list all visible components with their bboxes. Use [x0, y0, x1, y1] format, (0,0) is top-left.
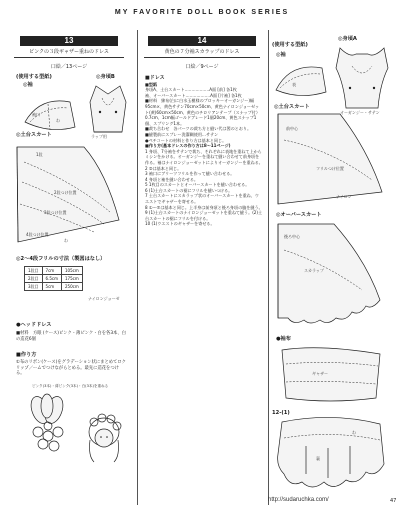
p13-frill-note: ナイロンジョーゼ: [88, 296, 120, 301]
p14-line: 袖、オーバースカート………………A面 [片袖] 各1枚: [145, 92, 242, 98]
p14-line: ■裁ち合わせ 各パーツの裁ち方と縫い代は図のとおり。: [145, 126, 252, 132]
frill-cell: 105cm: [62, 267, 83, 275]
svg-text:わ: わ: [64, 238, 68, 243]
right-detail-drawing: [280, 344, 390, 408]
p13-materials: [16, 331, 126, 342]
series-header: MY FAVORITE DOLL BOOK SERIES: [114, 9, 290, 16]
p14-line: 9 (1)土台スカートのナイロンジョーゼットを重ねて縫う。(2)土台スカートの裾にフリルを付ける。: [145, 210, 263, 221]
right-note: 後ろ中心: [284, 234, 300, 239]
p13-howto: [16, 360, 126, 377]
pattern-13-ref: 口絵／13ページ: [50, 64, 88, 70]
p13-pattern-heading: (使用する型紙): [16, 74, 52, 80]
p13-illust-note: ピンク(3本)・薄ピンク(3本)・白(3本)を重ねる: [32, 384, 109, 388]
p13-skirt-drawing: [14, 142, 129, 247]
p14-line: 10 (1)ウエストのギャザーを寄せる。: [145, 221, 215, 227]
p14-line: 8 ①〜⑦は基本と同じ。上半身は前身頃と後ろ身頃の脇を縫う。: [145, 204, 263, 210]
frill-row: [25, 275, 83, 283]
right-pattern-heading: (使用する型紙): [272, 42, 308, 48]
right-skirt-drawing: [276, 110, 392, 210]
p14-line: 7 土台スカートにスカラップ状のオーバースカートを重ね、ウエストでギャザーを寄せる。: [145, 193, 259, 205]
frill-cell: 250cm: [62, 283, 83, 291]
pattern-13-rule: [14, 57, 124, 58]
p13-headdress-label: ●ヘッドドレス: [16, 322, 52, 328]
divider-right: [268, 30, 269, 505]
pattern-14-ref: 口絵／9ページ: [185, 64, 219, 70]
p13-bodice-label: ◎身頃B: [96, 74, 115, 80]
frill-cell: 5cm: [42, 283, 61, 291]
right-note: フリルつけ位置: [316, 166, 344, 171]
right-detail-label: ●袖布: [276, 336, 291, 342]
right-step-label: 12-(1): [272, 410, 290, 416]
pattern-14-badge: 14: [148, 36, 256, 46]
p13-skirt-label: ◎土台スカート: [16, 132, 52, 138]
p14-line: 4 身頃と袖を縫い合わせる。: [145, 176, 199, 182]
p13-howto-text: ①布のリボン(ケース)をグラデーション状にまとめてロクリップ／ームでつけながらとめる。最先に造花をつける。: [16, 360, 126, 376]
right-note: ギャザー: [312, 371, 328, 376]
svg-text:2段つけ位置: 2段つけ位置: [54, 190, 77, 195]
ribbon-flower-illustration: [18, 392, 78, 462]
p14-line: ■縫製前にスプレー洗濯糊使用…サテン: [145, 131, 219, 137]
right-overskirt-label: ◎オーバースカート: [276, 212, 322, 218]
frill-cell: 7cm: [42, 267, 61, 275]
pattern-13-title: ピンクの３段ギャザー重ねのドレス: [29, 49, 109, 55]
svg-text:1段: 1段: [36, 152, 43, 157]
right-sleeve-drawing: [272, 60, 330, 106]
svg-text:3段つけ位置: 3段つけ位置: [44, 210, 67, 215]
p13-frill-table: [24, 266, 83, 291]
p14-line: 5 1枚目のスカートとオーバースカートを縫い合わせる。: [145, 182, 250, 188]
right-assembly-drawing: [272, 414, 390, 500]
right-bodice-label: ◎身頃A: [338, 36, 357, 42]
p14-line: ■型紙: [145, 81, 158, 87]
p14-instructions: [145, 76, 263, 227]
p13-howto-label: ■作り方: [16, 352, 37, 358]
svg-text:わ: わ: [56, 118, 60, 123]
right-skirt-label: ◎土台スカート: [274, 104, 310, 110]
pattern-14-title: 黄色の７分袖スカラップのドレス: [164, 49, 240, 55]
right-overskirt-drawing: [276, 220, 396, 330]
p13-materials-text: ■材料 方眼 (ケース)ピンク・薄ピンク・白を各3本、白の造花6個: [16, 331, 126, 342]
doll-head-illustration: [84, 410, 124, 470]
p13-bodice-drawing: [88, 82, 130, 140]
right-note: オーガンジー・サテン: [340, 110, 380, 115]
right-note: 前中心: [286, 126, 298, 131]
right-note: スカラップ: [304, 268, 324, 273]
frill-cell: 3段目: [25, 283, 43, 291]
p14-line: 6 (1)土台スカートの裾にフリルを縫いつける。: [145, 187, 233, 193]
p13-sleeve-label: ◎袖: [23, 82, 33, 88]
frill-cell: 1段目: [25, 267, 43, 275]
p14-line: 2 ②は基本と同じ。: [145, 165, 182, 171]
frill-row: [25, 267, 83, 275]
frill-row: [25, 283, 83, 291]
svg-text:ラップ用: ラップ用: [91, 134, 107, 139]
right-note: 裏: [316, 456, 320, 461]
frill-cell: 2段目: [25, 275, 43, 283]
p14-line: ■材料 綿布(白に白水玉模様のプロッキーオーガンジー)幅95cm×、黄色サテン70cm×50cm、黄色ナイロンジョーゼット(黄)60cm×50cm、黄色のチロリアンテープ（スナップ付）0.7cm、1cm幅ゴールドブレード1個20cm、黄色スナップ1個、スプリング1本。: [145, 98, 260, 126]
pattern-13-badge: 13: [20, 36, 118, 46]
p13-frill-label: ◎2〜4段フリルの寸法（製図はなし）: [16, 256, 106, 262]
footer-url[interactable]: http://sudaruchka.com/: [268, 497, 329, 503]
svg-text:4段つけ位置: 4段つけ位置: [26, 232, 49, 237]
right-note: ナイロン: [336, 194, 352, 199]
right-bodice-drawing: [334, 44, 392, 116]
right-note: 表: [292, 82, 296, 87]
page-number: 47: [390, 498, 397, 504]
svg-text:袖口: 袖口: [32, 112, 40, 117]
frill-cell: 6.5cm: [42, 275, 61, 283]
p14-line: 3 袖口にブリーツフリルを作って縫い合わせる。: [145, 171, 235, 177]
divider-left: [137, 30, 138, 505]
frill-cell: 175cm: [62, 275, 83, 283]
p14-line: ■ドレス: [145, 75, 165, 81]
p14-line: ●ペチコートの材料と作り方は基本と同じ。: [145, 137, 227, 143]
p14-line: 1 身頃、7分袖をサテンで裁ち、それぞれに表地を重ねて上からミシンをかける。オーガンジーを重ねて縫い合わせて前身頃を作る。袖はナイロンジョーゼットによりオーガンジーを重ねる。: [145, 148, 263, 165]
right-note: わ: [352, 430, 356, 435]
pattern-14-rule: [144, 57, 260, 58]
p14-line: 身頃A、土台スカート………………A面 [前] 各1枚: [145, 87, 237, 93]
right-sleeve-label: ◎袖: [276, 52, 286, 58]
p14-line: ■作り方(基本ドレスの作り方は8〜11ページ): [145, 143, 231, 149]
